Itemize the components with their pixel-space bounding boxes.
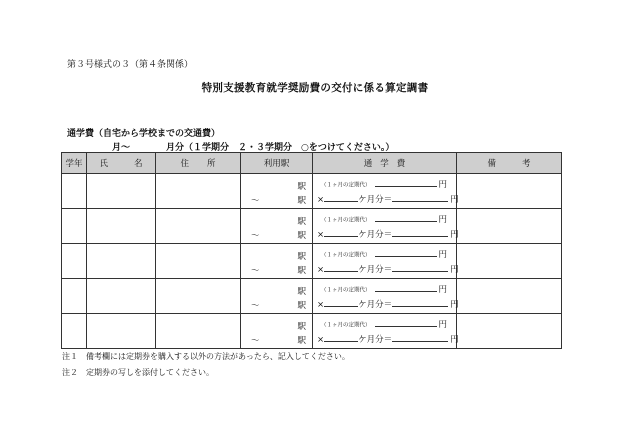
grade-cell[interactable] <box>62 174 87 209</box>
table-row <box>62 314 562 349</box>
months-calc-line: × ケ月分＝ 円 <box>317 230 459 240</box>
months-blank[interactable] <box>324 263 358 272</box>
name-cell[interactable] <box>87 174 156 209</box>
table-row <box>62 279 562 314</box>
station-cell[interactable] <box>241 279 313 314</box>
station-cell[interactable] <box>241 314 313 349</box>
months-calc-line: × ケ月分＝ 円 <box>317 195 459 205</box>
fare-cell[interactable] <box>313 279 457 314</box>
header-remarks: 備 考 <box>457 153 562 174</box>
fare-cell[interactable] <box>313 314 457 349</box>
table-row <box>62 209 562 244</box>
station-label: 駅 <box>297 231 306 241</box>
address-cell[interactable] <box>156 279 241 314</box>
address-cell[interactable] <box>156 209 241 244</box>
address-cell[interactable] <box>156 244 241 279</box>
tilde-label: ～ <box>251 231 260 241</box>
station-label: 駅 <box>297 182 306 192</box>
remarks-cell[interactable] <box>457 174 562 209</box>
remarks-cell[interactable] <box>457 314 562 349</box>
months-calc-line: × ケ月分＝ 円 <box>317 265 459 275</box>
pass-fare-blank[interactable] <box>375 318 437 327</box>
pass-fare-blank[interactable] <box>375 178 437 187</box>
term-selection-label: （１学期分 ２・３学期分 ○をつけてください。） <box>184 143 395 153</box>
station-label: 駅 <box>297 336 306 346</box>
table-header-row <box>62 153 562 174</box>
months-blank[interactable] <box>324 298 358 307</box>
month-to-label: 月分 <box>166 143 185 153</box>
station-label: 駅 <box>297 287 306 297</box>
pass-fare-line: （１ヶ月の定期代） 円 <box>321 285 448 295</box>
remarks-cell[interactable] <box>457 244 562 279</box>
months-blank[interactable] <box>324 333 358 342</box>
name-cell[interactable] <box>87 244 156 279</box>
grade-cell[interactable] <box>62 314 87 349</box>
name-cell[interactable] <box>87 314 156 349</box>
grade-cell[interactable] <box>62 279 87 314</box>
note-1: 注１ 備考欄には定期券を購入する以外の方法があったら、記入してください。 <box>62 352 350 361</box>
grade-cell[interactable] <box>62 244 87 279</box>
header-grade: 学年 <box>62 153 87 174</box>
pass-fare-line: （１ヶ月の定期代） 円 <box>321 180 448 190</box>
table-row <box>62 174 562 209</box>
remarks-cell[interactable] <box>457 209 562 244</box>
table-row <box>62 244 562 279</box>
note-2: 注２ 定期券の写しを添付してください。 <box>62 368 214 377</box>
months-calc-line: × ケ月分＝ 円 <box>317 300 459 310</box>
months-blank[interactable] <box>324 228 358 237</box>
total-blank[interactable] <box>392 333 448 342</box>
pass-fare-line: （１ヶ月の定期代） 円 <box>321 215 448 225</box>
tilde-label: ～ <box>251 336 260 346</box>
section-heading: 通学費（自宅から学校までの交通費） <box>67 129 221 139</box>
total-blank[interactable] <box>392 263 448 272</box>
document-title: 特別支援教育就学奨励費の交付に係る算定調書 <box>201 82 429 94</box>
station-label: 駅 <box>297 196 306 206</box>
pass-fare-line: （１ヶ月の定期代） 円 <box>321 320 448 330</box>
month-from-label: 月～ <box>112 143 131 153</box>
remarks-cell[interactable] <box>457 279 562 314</box>
station-label: 駅 <box>297 322 306 332</box>
station-cell[interactable] <box>241 174 313 209</box>
station-cell[interactable] <box>241 244 313 279</box>
total-blank[interactable] <box>392 228 448 237</box>
station-label: 駅 <box>297 266 306 276</box>
tilde-label: ～ <box>251 301 260 311</box>
fare-cell[interactable] <box>313 244 457 279</box>
header-station: 利用駅 <box>241 153 313 174</box>
pass-fare-blank[interactable] <box>375 248 437 257</box>
tilde-label: ～ <box>251 196 260 206</box>
form-number: 第３号様式の３（第４条関係） <box>67 60 194 70</box>
header-address: 住 所 <box>156 153 241 174</box>
pass-fare-blank[interactable] <box>375 213 437 222</box>
pass-fare-blank[interactable] <box>375 283 437 292</box>
address-cell[interactable] <box>156 174 241 209</box>
header-name: 氏 名 <box>87 153 156 174</box>
total-blank[interactable] <box>392 193 448 202</box>
table-body <box>62 174 562 349</box>
station-label: 駅 <box>297 252 306 262</box>
station-label: 駅 <box>297 301 306 311</box>
fare-cell[interactable] <box>313 174 457 209</box>
months-blank[interactable] <box>324 193 358 202</box>
total-blank[interactable] <box>392 298 448 307</box>
station-cell[interactable] <box>241 209 313 244</box>
station-label: 駅 <box>297 217 306 227</box>
grade-cell[interactable] <box>62 209 87 244</box>
pass-fare-line: （１ヶ月の定期代） 円 <box>321 250 448 260</box>
months-calc-line: × ケ月分＝ 円 <box>317 335 459 345</box>
header-fare: 通 学 費 <box>313 153 457 174</box>
commute-fare-table <box>61 152 562 349</box>
name-cell[interactable] <box>87 209 156 244</box>
tilde-label: ～ <box>251 266 260 276</box>
address-cell[interactable] <box>156 314 241 349</box>
name-cell[interactable] <box>87 279 156 314</box>
fare-cell[interactable] <box>313 209 457 244</box>
